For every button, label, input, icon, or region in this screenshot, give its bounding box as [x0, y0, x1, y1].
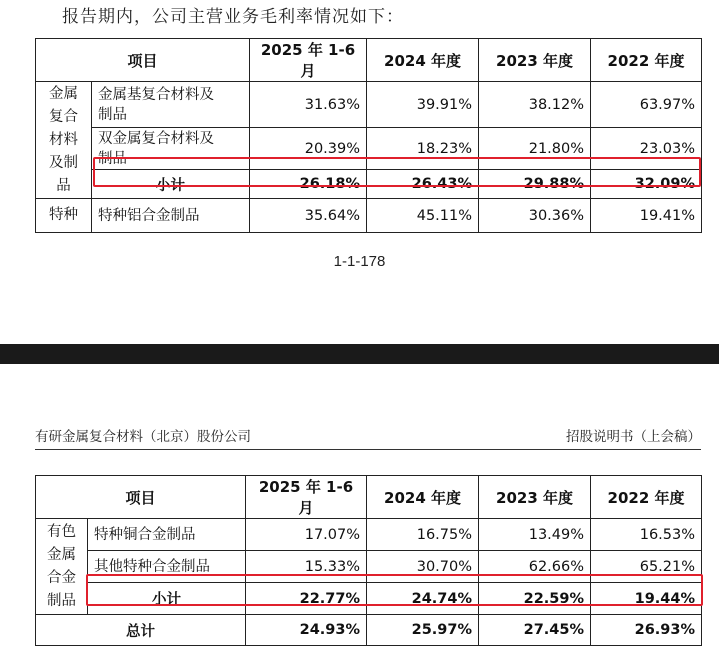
cell-value: 31.63% [250, 82, 367, 128]
gross-margin-table-page2 [35, 475, 702, 646]
col-header-2024: 2024 年度 [367, 39, 479, 82]
cell-value: 30.36% [479, 199, 591, 233]
company-name: 有研金属复合材料（北京）股份公司 [35, 429, 251, 445]
table-row [36, 519, 702, 551]
cell-value: 27.45% [479, 615, 591, 646]
col-header-2025h1: 2025 年 1-6 月 [250, 39, 367, 82]
cell-value: 24.93% [246, 615, 367, 646]
cell-value: 26.93% [591, 615, 702, 646]
subtotal-row [36, 583, 702, 615]
cell-value: 24.74% [367, 583, 479, 615]
document-type: 招股说明书（上会稿） [566, 429, 701, 445]
subtotal-row [36, 170, 702, 199]
table-row [36, 82, 702, 128]
col-header-2022: 2022 年度 [591, 476, 702, 519]
row-label: 特种铜合金制品 [88, 519, 246, 551]
cell-value: 30.70% [367, 551, 479, 583]
table-row [36, 551, 702, 583]
cell-value: 45.11% [367, 199, 479, 233]
category-special: 特种 [36, 199, 92, 233]
col-header-2023: 2023 年度 [479, 476, 591, 519]
cell-value: 63.97% [591, 82, 702, 128]
row-label: 双金属复合材料及 制品 [92, 128, 250, 170]
total-row [36, 615, 702, 646]
row-label: 金属基复合材料及 制品 [92, 82, 250, 128]
cell-value: 19.44% [591, 583, 702, 615]
cell-value: 32.09% [591, 170, 702, 199]
category-metal-composite: 金属 复合 材料 及制 品 [36, 82, 92, 199]
page2-header [35, 428, 701, 450]
table-header-row [36, 476, 702, 519]
cell-value: 26.18% [250, 170, 367, 199]
cell-value: 19.41% [591, 199, 702, 233]
col-header-2025h1: 2025 年 1-6 月 [246, 476, 367, 519]
cell-value: 20.39% [250, 128, 367, 170]
page-divider [0, 344, 719, 364]
cell-value: 65.21% [591, 551, 702, 583]
total-label: 总计 [36, 615, 246, 646]
cell-value: 16.53% [591, 519, 702, 551]
cell-value: 13.49% [479, 519, 591, 551]
cell-value: 17.07% [246, 519, 367, 551]
cell-value: 25.97% [367, 615, 479, 646]
col-header-2023: 2023 年度 [479, 39, 591, 82]
cell-value: 22.59% [479, 583, 591, 615]
cell-value: 18.23% [367, 128, 479, 170]
cell-value: 38.12% [479, 82, 591, 128]
col-header-item: 项目 [36, 39, 250, 82]
col-header-2022: 2022 年度 [591, 39, 702, 82]
category-nonferrous-alloy: 有色 金属 合金 制品 [36, 519, 88, 615]
table-row [36, 199, 702, 233]
intro-text: 报告期内，公司主营业务毛利率情况如下： [62, 7, 404, 27]
cell-value: 29.88% [479, 170, 591, 199]
subtotal-label: 小计 [92, 170, 250, 199]
row-label: 其他特种合金制品 [88, 551, 246, 583]
cell-value: 26.43% [367, 170, 479, 199]
cell-value: 15.33% [246, 551, 367, 583]
cell-value: 22.77% [246, 583, 367, 615]
cell-value: 62.66% [479, 551, 591, 583]
subtotal-label: 小计 [88, 583, 246, 615]
cell-value: 16.75% [367, 519, 479, 551]
table-header-row [36, 39, 702, 82]
row-label: 特种铝合金制品 [92, 199, 250, 233]
cell-value: 21.80% [479, 128, 591, 170]
col-header-item: 项目 [36, 476, 246, 519]
col-header-2024: 2024 年度 [367, 476, 479, 519]
gross-margin-table-page1 [35, 38, 702, 233]
table-row [36, 128, 702, 170]
cell-value: 35.64% [250, 199, 367, 233]
cell-value: 39.91% [367, 82, 479, 128]
cell-value: 23.03% [591, 128, 702, 170]
page-number: 1-1-178 [333, 253, 386, 270]
